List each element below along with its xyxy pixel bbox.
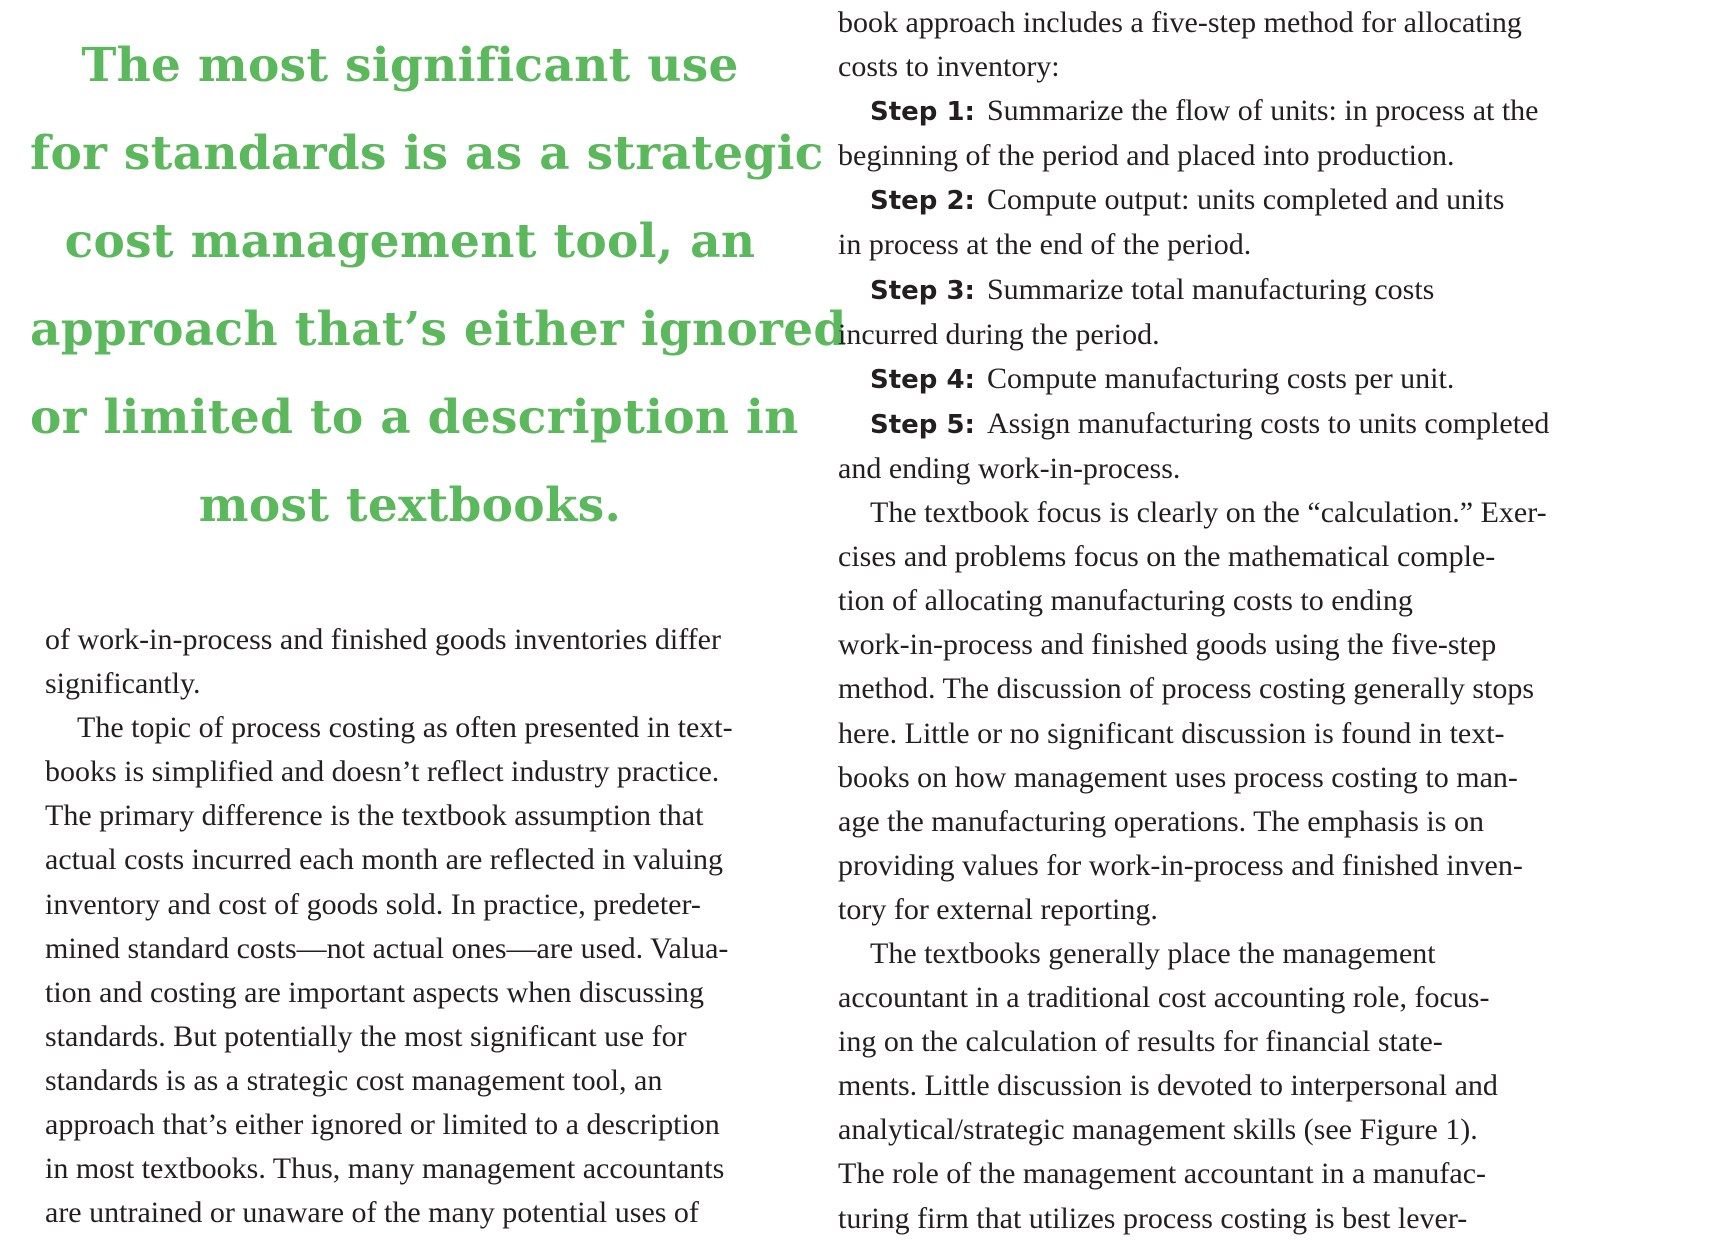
step-5-line bbox=[838, 402, 1698, 447]
body-line: mined standard costs—not actual ones—are used. Valua- bbox=[45, 931, 729, 965]
pull-quote-line: cost management tool, an bbox=[64, 214, 756, 269]
step-2-continuation: in process at the end of the period. bbox=[838, 228, 1252, 262]
body-line: actual costs incurred each month are reflected in valuing bbox=[45, 843, 724, 877]
body-line: analytical/strategic management skills (see Figure 1). bbox=[838, 1113, 1478, 1147]
step-2-label: Step 2: bbox=[870, 186, 975, 217]
body-line: standards is as a strategic cost management tool, an bbox=[45, 1063, 663, 1097]
step-3-line bbox=[838, 268, 1698, 313]
step-4-text: Compute manufacturing costs per unit. bbox=[986, 361, 1455, 395]
pull-quote-line: approach that’s either ignored bbox=[30, 302, 847, 357]
body-line: approach that’s either ignored or limited to a description bbox=[45, 1108, 720, 1142]
body-line: of work-in-process and finished goods inventories differ bbox=[45, 623, 721, 656]
body-line: tion of allocating manufacturing costs to ending bbox=[838, 584, 1413, 618]
step-5-text: Assign manufacturing costs to units completed bbox=[986, 406, 1550, 440]
paragraph-start-line: The topic of process costing as often presented in text- bbox=[77, 711, 733, 745]
body-line: ments. Little discussion is devoted to interpersonal and bbox=[838, 1069, 1498, 1103]
step-2-line bbox=[838, 178, 1698, 223]
step-1-line bbox=[838, 89, 1698, 134]
body-line: The primary difference is the textbook assumption that bbox=[45, 799, 704, 833]
body-line: work-in-process and finished goods using the five-step bbox=[838, 628, 1497, 662]
body-line: cises and problems focus on the mathematical comple- bbox=[838, 540, 1496, 574]
pull-quote-line: for standards is as a strategic bbox=[30, 126, 824, 181]
body-line: standards. But potentially the most significant use for bbox=[45, 1019, 687, 1053]
step-1-text: Summarize the flow of units: in process at the bbox=[986, 94, 1539, 128]
body-line: are untrained or unaware of the many potential uses of bbox=[45, 1196, 699, 1230]
body-line: books is simplified and doesn’t reflect industry practice. bbox=[45, 755, 720, 789]
body-line: books on how management uses process costing to man- bbox=[838, 760, 1518, 794]
body-line: accountant in a traditional cost accounting role, focus- bbox=[838, 981, 1490, 1015]
step-1-label: Step 1: bbox=[870, 97, 975, 128]
body-line: book approach includes a five-step method for allocating bbox=[838, 6, 1522, 39]
paragraph-start-line: The textbooks generally place the management bbox=[870, 936, 1436, 970]
pull-quote-line: most textbooks. bbox=[198, 478, 622, 533]
right-text-column bbox=[838, 1, 1698, 1241]
step-1-continuation: beginning of the period and placed into production. bbox=[838, 139, 1455, 173]
body-line: here. Little or no significant discussion is found in text- bbox=[838, 716, 1505, 750]
step-3-label: Step 3: bbox=[870, 275, 975, 306]
step-4-label: Step 4: bbox=[870, 364, 975, 395]
step-4-line bbox=[838, 357, 1698, 402]
body-line: age the manufacturing operations. The emphasis is on bbox=[838, 804, 1484, 838]
step-5-label: Step 5: bbox=[870, 409, 975, 440]
body-line: providing values for work-in-process and finished inven- bbox=[838, 848, 1523, 882]
step-5-continuation: and ending work-in-process. bbox=[838, 451, 1181, 485]
step-2-text: Compute output: units completed and units bbox=[986, 183, 1505, 217]
pull-quote-line: The most significant use bbox=[81, 38, 739, 93]
body-line: costs to inventory: bbox=[838, 50, 1060, 84]
body-line: ing on the calculation of results for financial state- bbox=[838, 1025, 1443, 1059]
pull-quote-line: or limited to a description in bbox=[30, 390, 799, 445]
body-line: significantly. bbox=[45, 667, 201, 701]
body-line: turing firm that utilizes process costing is best lever- bbox=[838, 1201, 1468, 1235]
body-line: method. The discussion of process costing generally stops bbox=[838, 672, 1535, 706]
body-line: inventory and cost of goods sold. In practice, predeter- bbox=[45, 887, 701, 921]
body-line: The role of the management accountant in a manufac- bbox=[838, 1157, 1487, 1191]
body-line: tory for external reporting. bbox=[838, 892, 1158, 926]
left-text-column bbox=[45, 618, 785, 1235]
paragraph-start-line: The textbook focus is clearly on the “calculation.” Exer- bbox=[870, 496, 1547, 530]
step-3-continuation: incurred during the period. bbox=[838, 317, 1160, 351]
step-3-text: Summarize total manufacturing costs bbox=[986, 272, 1435, 306]
body-line: tion and costing are important aspects when discussing bbox=[45, 975, 705, 1009]
body-line: in most textbooks. Thus, many management accountants bbox=[45, 1152, 725, 1186]
pull-quote bbox=[30, 22, 847, 550]
